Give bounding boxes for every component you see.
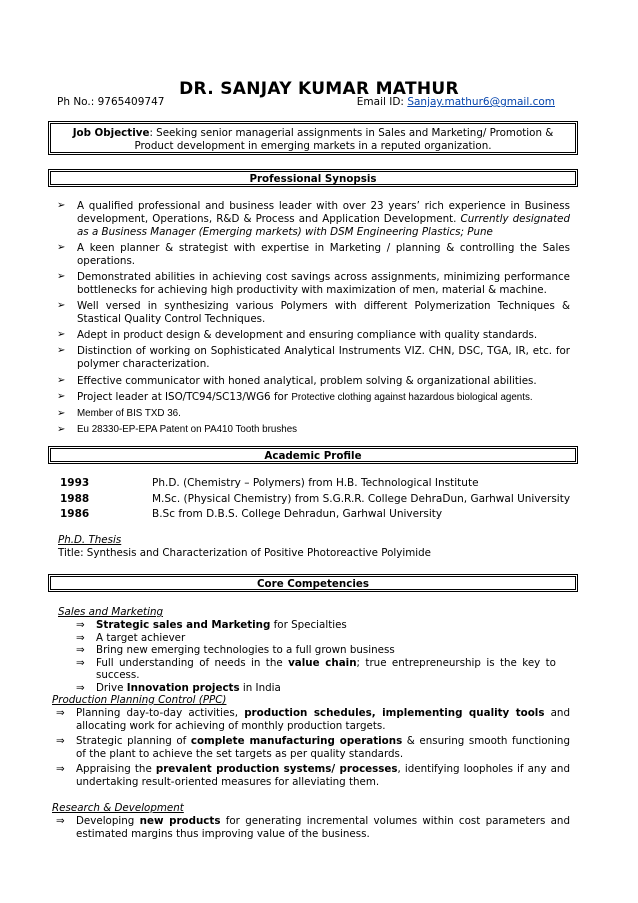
implies-arrow-icon: ⇒ [76,619,85,631]
ppc-list [56,707,570,792]
list-item: ⇒ Strategic planning of complete manufacturing operations & ensuring smooth functioning of the plant to achieve the set targets as per quality standards. [56,735,570,760]
arrowhead-icon: ➢ [57,200,66,211]
candidate-name: DR. SANJAY KUMAR MATHUR [179,79,459,99]
email-block [357,96,555,108]
implies-arrow-icon: ⇒ [56,707,65,719]
arrowhead-icon: ➢ [57,408,66,420]
implies-arrow-icon: ⇒ [76,644,85,657]
email-link[interactable]: Sanjay.mathur6@gmail.com [407,96,555,108]
list-item: ➢ A keen planner & strategist with expertise in Marketing / planning & controlling the Sales operations. [57,241,570,267]
implies-arrow-icon: ⇒ [56,735,65,748]
arrowhead-icon: ➢ [57,329,66,341]
phone-number: Ph No.: 9765409747 [57,96,165,108]
academic-header: Academic Profile [48,446,578,464]
sales-heading: Sales and Marketing [58,606,164,618]
list-item: ⇒ Planning day-to-day activities, production schedules, implementing quality tools and allocating work for achieving of monthly production targets. [56,707,570,732]
list-item: ➢ Adept in product design & development and ensuring compliance with quality standards. [57,329,538,342]
arrowhead-icon: ➢ [57,424,66,436]
table-row: 1993 Ph.D. (Chemistry – Polymers) from H.B. Technological Institute [60,477,479,489]
implies-arrow-icon: ⇒ [56,763,65,776]
academic-table [60,477,580,524]
thesis-block [58,534,431,559]
list-item: ➢ Effective communicator with honed analytical, problem solving & organizational abilities. [57,374,537,387]
rd-heading: Research & Development [52,802,184,814]
arrowhead-icon: ➢ [57,241,66,253]
job-objective-box [48,121,578,155]
list-item: ⇒ Appraising the prevalent production systems/ processes, identifying loopholes if any and undertaking result-oriented measures for alleviating them. [56,763,570,788]
implies-arrow-icon: ⇒ [76,681,85,694]
list-item: ⇒ Strategic sales and Marketing for Specialties [76,619,347,631]
list-item: ➢ Distinction of working on Sophisticated Analytical Instruments VIZ. CHN, DSC, TGA, IR, etc. for polymer characterization. [57,345,570,371]
table-row: 1986 B.Sc from D.B.S. College Dehradun, Garhwal University [60,508,443,520]
sales-list [76,619,556,695]
list-item: ⇒ Bring new emerging technologies to a full grown business [76,644,395,657]
arrowhead-icon: ➢ [57,300,66,312]
implies-arrow-icon: ⇒ [56,815,65,827]
rd-list [56,815,570,840]
list-item: ⇒ Drive Innovation projects in India [76,681,281,694]
objective-text: : Seeking senior managerial assignments in Sales and Marketing/ Promotion & Product development in emerging markets in a reputed organization. [134,127,554,152]
list-item: ➢ Well versed in synthesizing various Polymers with different Polymerization Techniques & Stastical Quality Control Techniques. [57,300,570,325]
list-item: ➢ Member of BIS TXD 36. [57,408,181,420]
synopsis-header: Professional Synopsis [48,169,578,187]
implies-arrow-icon: ⇒ [76,656,85,669]
objective-label: Job Objective [72,127,150,139]
implies-arrow-icon: ⇒ [76,631,85,644]
list-item: ➢ Eu 28330-EP-EPA Patent on PA410 Tooth brushes [57,424,298,436]
arrowhead-icon: ➢ [57,390,66,402]
list-item: ⇒ Full understanding of needs in the value chain; true entrepreneurship is the key to success. [76,656,556,682]
arrowhead-icon: ➢ [57,345,66,357]
list-item: ➢ A qualified professional and business leader with over 23 years’ rich experience in Business development, Operations, R&D & Process and Application Development. Currently designated as a Business Manager (Emerging markets) with DSM Engineering Plastics; Pune [57,200,571,238]
email-label: Email ID: [356,96,404,108]
table-row: 1988 M.Sc. (Physical Chemistry) from S.G.R.R. College DehraDun, Garhwal University [60,492,571,505]
thesis-heading: Ph.D. Thesis [58,534,122,546]
synopsis-list [57,200,570,441]
list-item: ➢ Project leader at ISO/TC94/SC13/WG6 for Protective clothing against hazardous biological agents. [57,390,533,403]
list-item: ⇒ Developing new products for generating incremental volumes within cost parameters and estimated margins thus improving value of the business. [56,815,570,840]
core-header: Core Competencies [48,574,578,592]
ppc-heading: Production Planning Control (PPC) [52,694,227,706]
arrowhead-icon: ➢ [57,374,66,386]
thesis-title: Title: Synthesis and Characterization of Positive Photoreactive Polyimide [58,546,431,559]
list-item: ➢ Demonstrated abilities in achieving cost savings across assignments, minimizing performance bottlenecks for achieving high productivity with maximization of men, material & machine. [57,270,570,296]
list-item: ⇒ A target achiever [76,631,186,644]
arrowhead-icon: ➢ [57,270,66,282]
